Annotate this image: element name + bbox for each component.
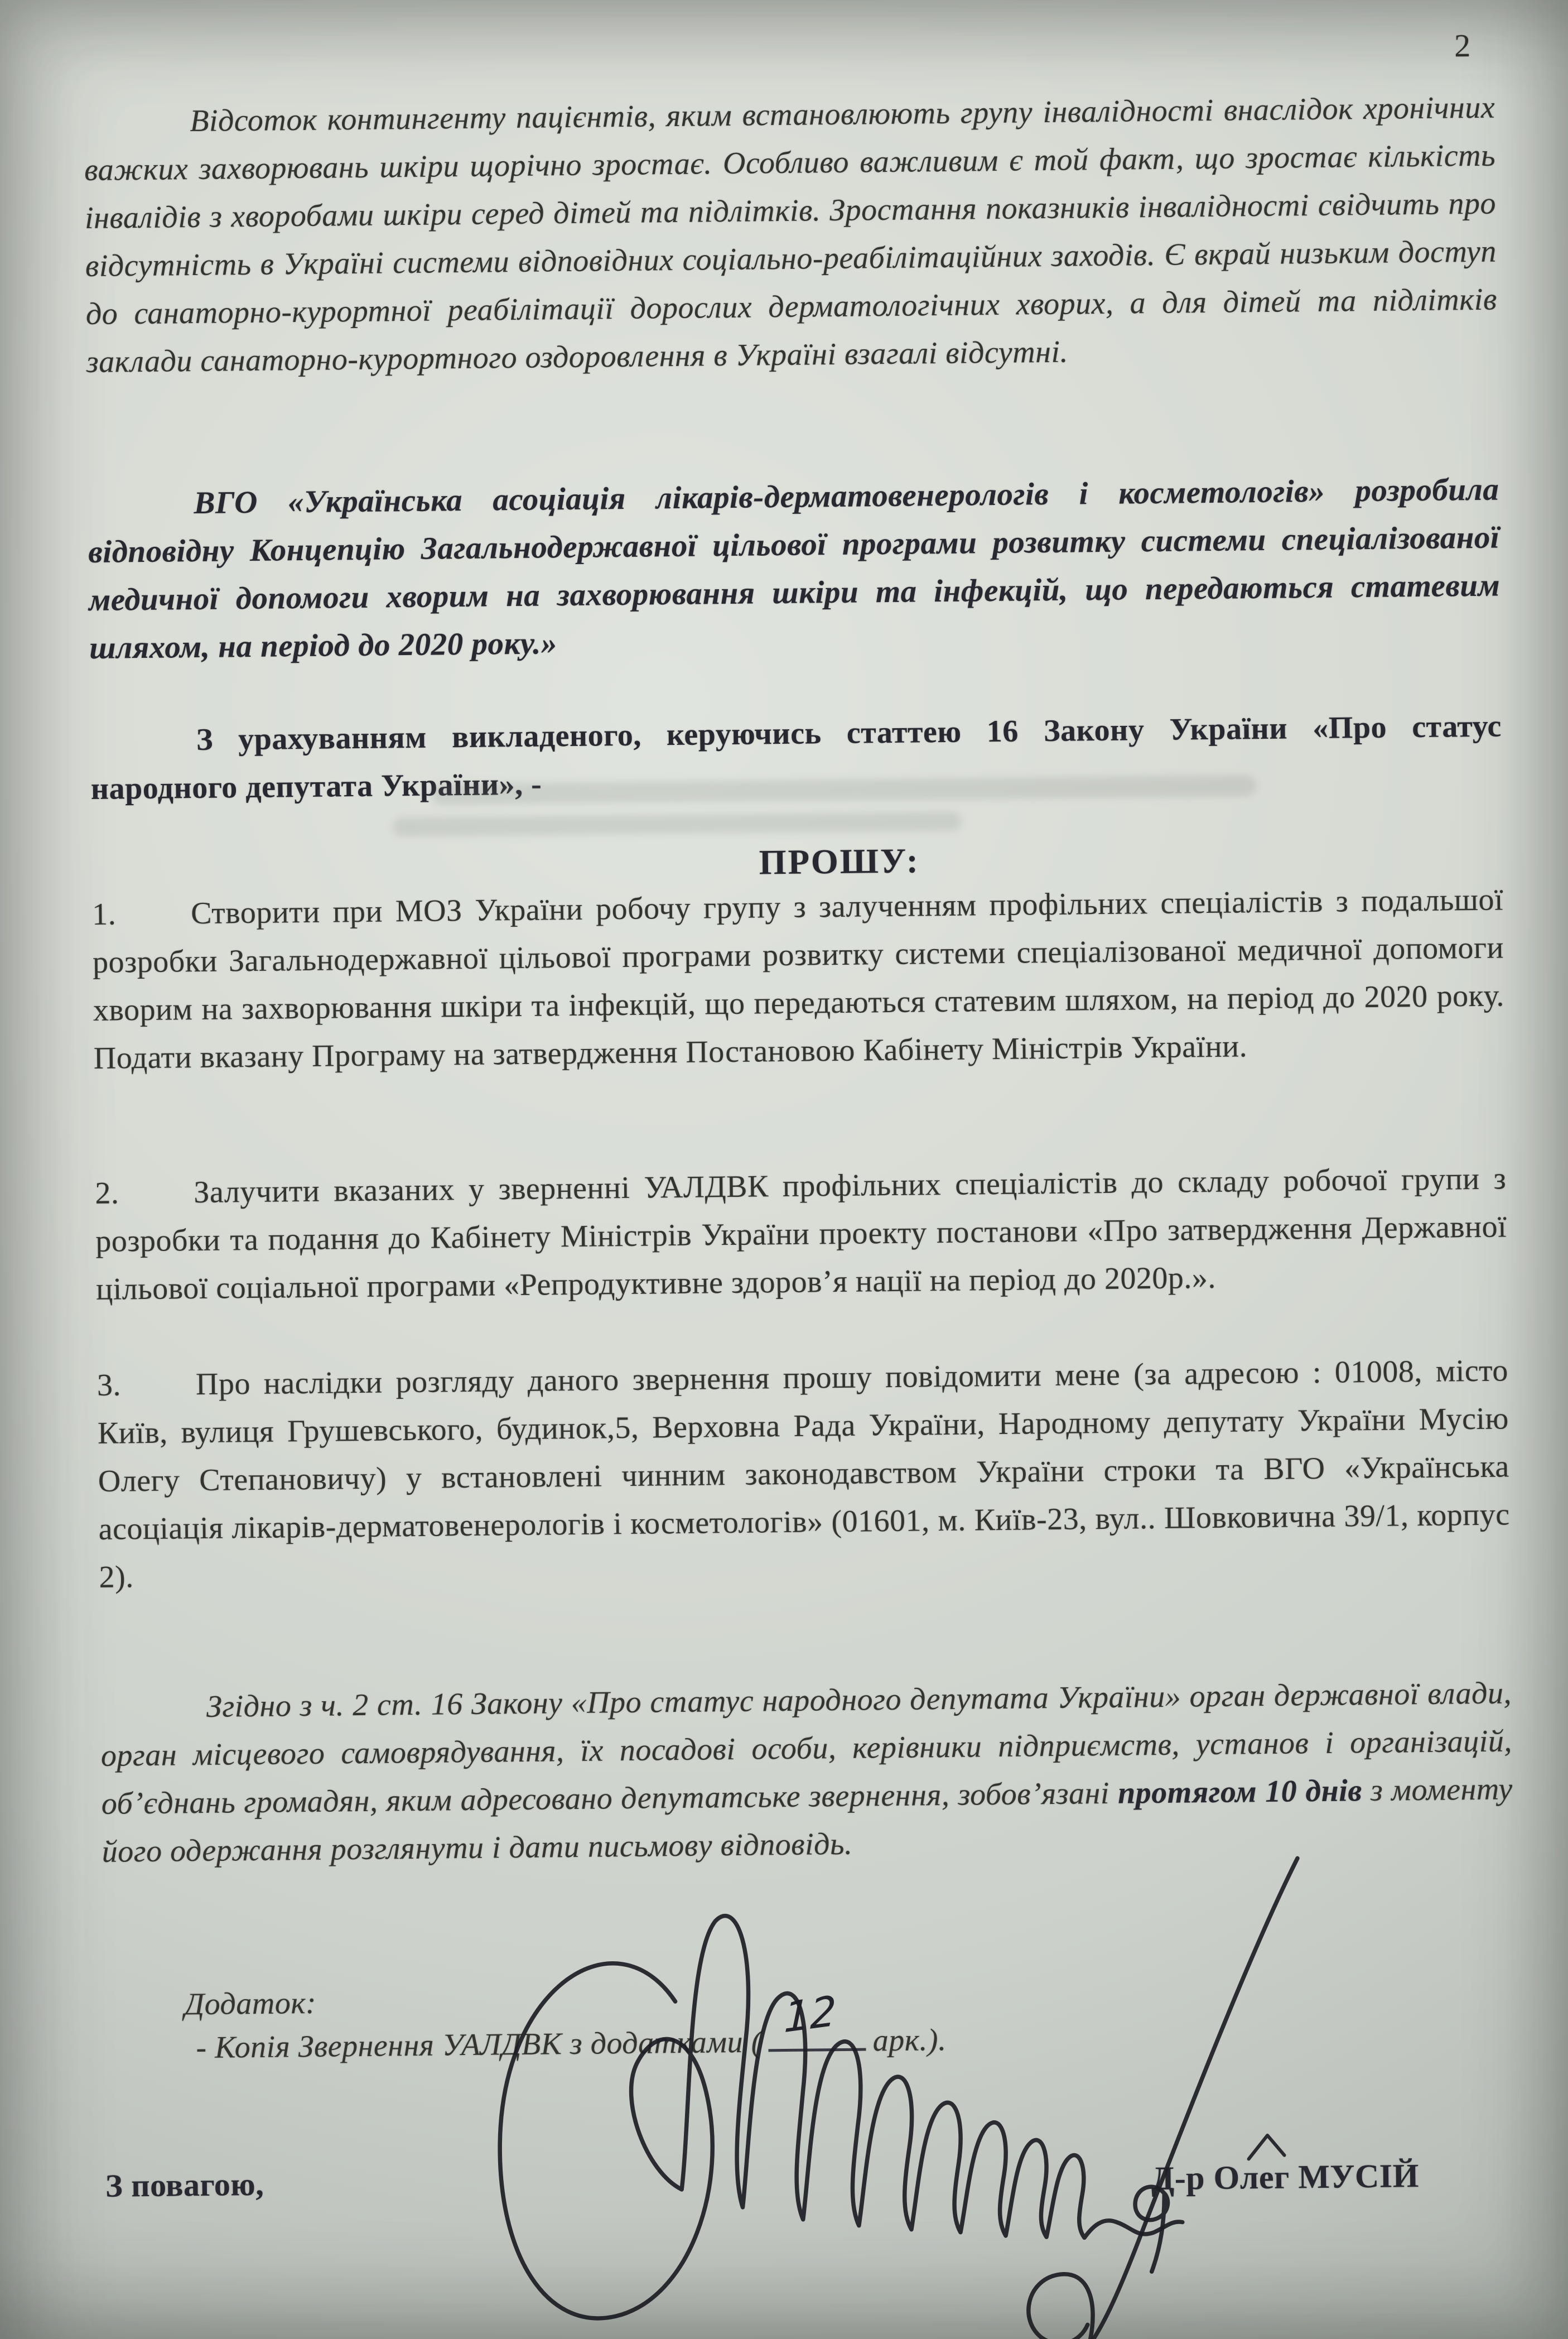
handwritten-sheet-count: 12 [783,1986,837,2043]
item-number: 3. [97,1368,122,1403]
request-heading: ПРОШУ: [759,841,920,882]
bleed-through-smudge [392,812,961,837]
association-paragraph: ВГО «Українська асоціація лікарів-дерматовенерологів і косметологів» розробила відповідну Концепцію Загальнодержавної цільової програми розвитку системи спеціалізованої медичної допомоги хворим на захворювання шкіри та інфекцій, що передаються статевим шляхом, на період до 2020 року.» [88,471,1501,666]
intro-paragraph: Відсоток контингенту пацієнтів, яким встановлюють групу інвалідності внаслідок хронічних важких захворювань шкіри щорічно зростає. Особливо важливим є той факт, що зростає кількість інвалідів з хворобами шкіри серед дітей та підлітків. Зростання показників інвалідності свідчить про відсутність в Україні системи відповідних соціально-реабілітаційних заходів. Є вкрай низьким доступ до санаторно-курортної реабілітації дорослих дерматологічних хворих, а для дітей та підлітків заклади санаторно-курортного оздоровлення в Україні взагалі відсутні. [84,90,1498,380]
signer-name: Д-р Олег МУСІЙ [1151,2157,1420,2197]
item-number: 1. [91,897,117,932]
page-number: 2 [1454,27,1471,64]
request-item [97,1346,1511,1601]
addendum-label: Додаток: [184,1985,317,2022]
deadline-bold: протягом 10 днів [1117,1773,1363,1811]
attachment-text-prefix: - Копія Звернення УАЛДВК з додатками ( [196,2024,763,2066]
item-text: Залучити вказаних у зверненні УАЛДВК профільних спеціалістів до складу робочої групи з розробки та подання до Кабінету Міністрів України проекту постанови «Про затвердження Державної цільової соціальної програми «Репродуктивне здоров’я нації на період до 2020р.». [95,1161,1507,1307]
legal-basis-paragraph: З урахуванням викладеного, керуючись статтею 16 Закону України «Про статус народного депутата України», - [90,709,1502,806]
law-quote-suffix: з моменту його одержання розглянути і дати письмову відповідь. [102,1772,1513,1869]
request-item [92,875,1505,1082]
attachment-text-suffix: арк.). [872,2023,947,2058]
law-quote-paragraph [100,1669,1513,1875]
signature-ink [353,1852,1362,2339]
item-text: Створити при МОЗ України робочу групу з залученням профільних спеціалістів з подальшої розробки Загальнодержавної цільової програми розвитку системи спеціалізованої медичної допомоги хворим на захворювання шкіри та інфекцій, що передаються статевим шляхом, на період до 2020 року. Подати вказану Програму на затвердження Постановою Кабінету Міністрів України. [92,882,1505,1076]
closing-salutation: З повагою, [105,2165,264,2204]
item-number: 2. [95,1176,119,1211]
item-text: Про наслідки розгляду даного звернення прошу повідомити мене (за адресою : 01008, місто Київ, вулиця Грушевського, будинок,5, Верховна Рада України, Народному депутату України Мусію Олегу Степановичу) у встановлені чинним законодавством України строки та ВГО «Українська асоціація лікарів-дерматовенерологів і косметологів» (01601, м. Київ-23, вул.. Шовковична 39/1, корпус 2). [97,1353,1510,1595]
request-item [95,1154,1508,1313]
law-quote-prefix: Згідно з ч. 2 ст. 16 Закону «Про статус народного депутата України» орган державної влади, орган місцевого самоврядування, їх посадові особи, керівники підприємств, установ і організацій, об’єднань громадян, яким адресовано депутатське звернення, зобов’язані [100,1676,1513,1821]
